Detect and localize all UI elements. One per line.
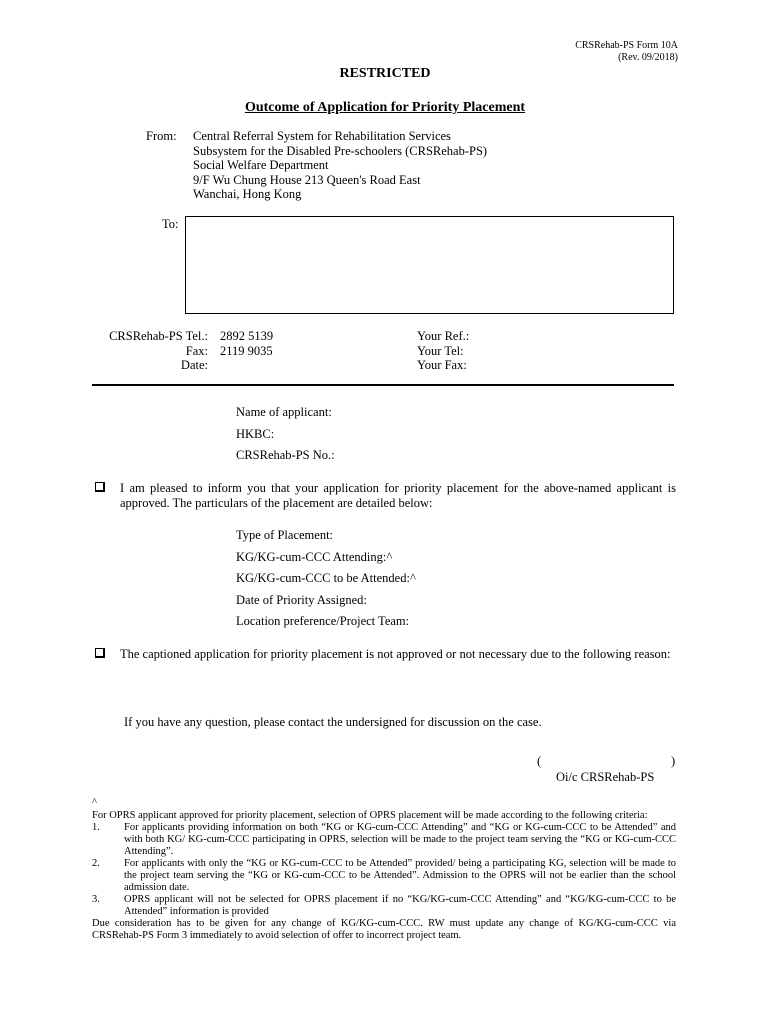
applicant-name-label: Name of applicant: [236, 405, 332, 419]
footnote-text: For applicants providing information on both “KG or KG-cum-CCC Attending” and “KG or KG-cum-CCC to be Attended” and with both KG/ KG-cum-CCC participating in OPRS, selection will be made to the project team serving the “KG or KG-cum-CCC Attending”. [124, 822, 676, 857]
sender-address-line: 9/F Wu Chung House 213 Queen's Road East [193, 172, 421, 187]
sender-address-line: Wanchai, Hong Kong [193, 187, 302, 201]
your-ref-label: Your Ref.: [417, 329, 470, 343]
recipient-address-box[interactable] [185, 216, 674, 314]
hkbc-label: HKBC: [236, 426, 275, 441]
form-identifier [575, 40, 678, 64]
applicant-fields [236, 402, 335, 467]
your-fax-label: Your Fax: [417, 358, 467, 372]
footnote-marker: ^ [92, 797, 97, 808]
location-preference-label: Location preference/Project Team: [236, 614, 410, 628]
to-label: To: [162, 217, 179, 231]
signature-close-paren: ) [671, 754, 676, 768]
page-title: Outcome of Application for Priority Placement [244, 100, 526, 115]
approved-checkbox[interactable] [95, 482, 105, 492]
not-approved-statement: The captioned application for priority placement is not approved or not necessary due to the following reason: [120, 647, 671, 661]
footnote-number: 2. [92, 858, 100, 869]
footnote-number: 3. [92, 894, 100, 905]
contact-values [220, 329, 273, 358]
footnote-item [92, 858, 676, 894]
kg-to-attend-label: KG/KG-cum-CCC to be Attended:^ [236, 571, 416, 585]
classification-heading: RESTRICTED [339, 66, 431, 81]
approved-statement: I am pleased to inform you that your application for priority placement for the above-named applicant is approved. The particulars of the placement are detailed below: [120, 481, 676, 510]
sender-address-line: Subsystem for the Disabled Pre-schoolers (CRSRehab-PS) [193, 143, 488, 158]
not-approved-checkbox[interactable] [95, 648, 105, 658]
placement-type-label: Type of Placement: [236, 528, 334, 542]
tel-value: 2892 5139 [220, 329, 274, 343]
footnotes [92, 810, 676, 942]
header-divider [92, 384, 674, 386]
priority-date-label: Date of Priority Assigned: [236, 592, 367, 607]
date-label: Date: [180, 358, 208, 372]
signature-open-paren: ( [537, 754, 542, 768]
tel-label: CRSRehab-PS Tel.: [109, 329, 208, 343]
footnote-intro: For OPRS applicant approved for priority placement, selection of OPRS placement will be made according to the following criteria: [92, 810, 648, 821]
footnote-item [92, 822, 676, 858]
form-number: CRSRehab-PS Form 10A [575, 40, 678, 51]
sender-address [193, 129, 487, 202]
crs-number-label: CRSRehab-PS No.: [236, 448, 335, 462]
from-label: From: [146, 129, 177, 143]
footnote-text: For applicants with only the “KG or KG-cum-CCC to be Attended” provided/ being a participating KG, selection will be made to the project team serving the “KG or KG-cum-CCC to be Attended”. Admission to the OPRS will not be earlier than the school admission date. [124, 858, 676, 893]
contact-labels [90, 329, 208, 373]
footnote-number: 1. [92, 822, 100, 833]
contact-question: If you have any question, please contact the undersigned for discussion on the case. [124, 715, 542, 729]
form-revision: (Rev. 09/2018) [618, 52, 678, 63]
fax-label: Fax: [185, 343, 208, 358]
placement-fields [236, 525, 416, 633]
fax-value: 2119 9035 [220, 343, 273, 358]
your-tel-label: Your Tel: [417, 343, 464, 358]
sender-address-line: Central Referral System for Rehabilitation Services [193, 129, 451, 143]
footnote-footer: Due consideration has to be given for any change of KG/KG-cum-CCC. RW must update any change of KG/KG-cum-CCC via CRSRehab-PS Form 3 immediately to avoid selection of offer to incorrect project team. [92, 918, 676, 941]
signatory-title: Oi/c CRSRehab-PS [556, 770, 655, 784]
kg-attending-label: KG/KG-cum-CCC Attending:^ [236, 549, 393, 564]
sender-address-line: Social Welfare Department [193, 158, 329, 172]
reference-labels [417, 329, 469, 373]
footnote-item [92, 894, 676, 918]
footnote-text: OPRS applicant will not be selected for OPRS placement if no “KG/KG-cum-CCC Attending” and “KG/KG-cum-CCC to be Attended” information is provided [124, 894, 676, 917]
